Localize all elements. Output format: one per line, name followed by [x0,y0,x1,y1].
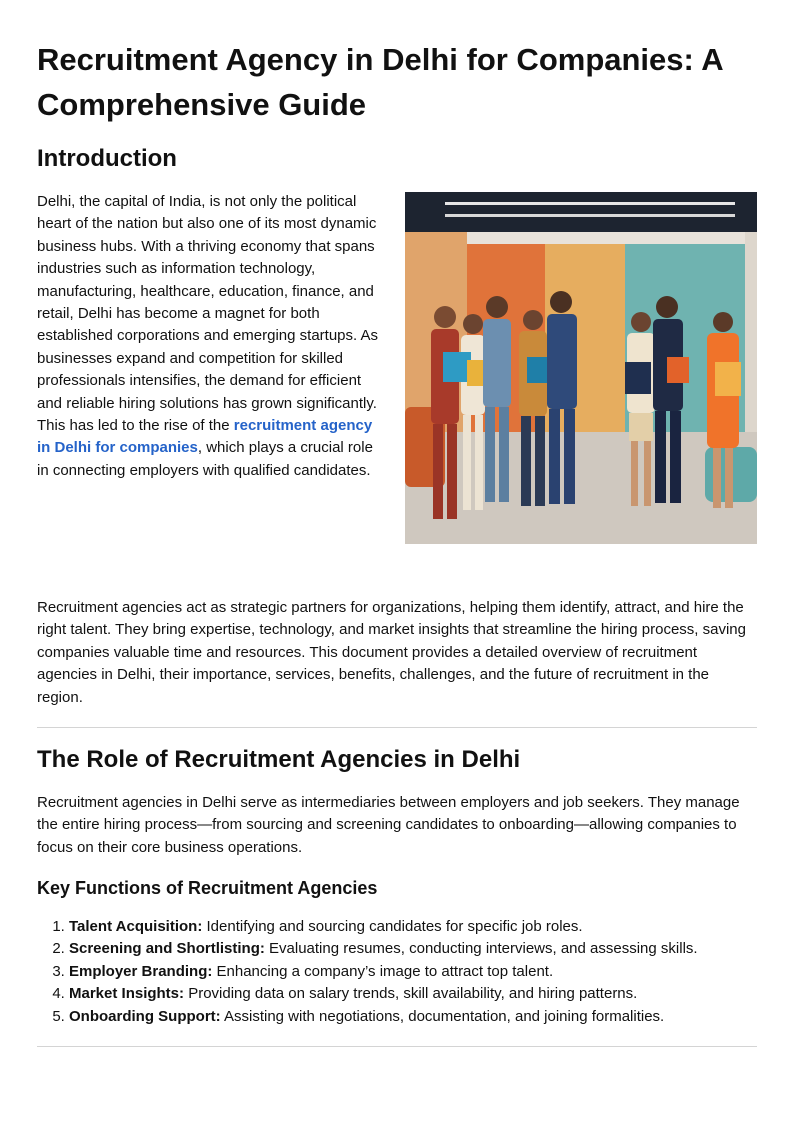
role-paragraph: Recruitment agencies in Delhi serve as intermediaries between employers and job seekers. They manage the entire hiring process—from sourcing and screening candidates to onboarding—allowing companies to focus on their core business operations. [37,794,740,856]
role-heading: The Role of Recruitment Agencies in Delhi [37,746,521,773]
list-item [69,938,757,960]
page-title: Recruitment Agency in Delhi for Companies: A Comprehensive Guide [37,42,723,122]
function-term: Onboarding Support: [69,1007,221,1025]
section-divider [37,727,757,728]
function-term: Market Insights: [69,985,185,1003]
recruitment-agency-link[interactable]: recruitment agency in Delhi for companies [37,417,373,457]
list-item [69,916,757,938]
section-divider-bottom [37,1046,757,1047]
intro-paragraph [37,191,387,482]
function-term: Screening and Shortlisting: [69,940,265,958]
team-photo [405,192,757,544]
function-term: Employer Branding: [69,962,213,980]
intro-heading: Introduction [37,145,177,172]
function-desc: Evaluating resumes, conducting interviews, and assessing skills. [264,940,698,958]
intro-paragraph-2: Recruitment agencies act as strategic partners for organizations, helping them identify, attract, and hire the right talent. They bring expertise, technology, and market insights that streamline the hiring process, saving companies valuable time and resources. This document provides a detailed overview of recruitment agencies in Delhi, their importance, services, benefits, challenges, and the future of recruitment in the region. [37,599,746,706]
function-desc: Enhancing a company’s image to attract top talent. [212,962,554,980]
intro-text-before-link: Delhi, the capital of India, is not only the political heart of the nation but also one of its most dynamic business hubs. With a thriving economy that spans industries such as information technology, manufacturing, healthcare, education, finance, and retail, Delhi has become a magnet for both established corporations and emerging startups. As businesses expand and competition for skilled professionals intensifies, the demand for efficient and reliable hiring solutions has grown significantly. This has led to the rise of the [37,193,379,435]
function-desc: Assisting with negotiations, documentation, and joining formalities. [220,1007,665,1025]
function-term: Talent Acquisition: [69,918,203,935]
key-functions-heading: Key Functions of Recruitment Agencies [37,878,378,898]
intro-text-after-link: , which plays a crucial role in connecting employers with qualified candidates. [37,439,373,479]
function-desc: Identifying and sourcing candidates for specific job roles. [202,918,583,935]
list-item [69,983,757,1005]
function-desc: Providing data on salary trends, skill availability, and hiring patterns. [184,985,638,1003]
list-item [69,1006,757,1028]
list-item [69,961,757,983]
key-functions-list [37,916,757,1028]
